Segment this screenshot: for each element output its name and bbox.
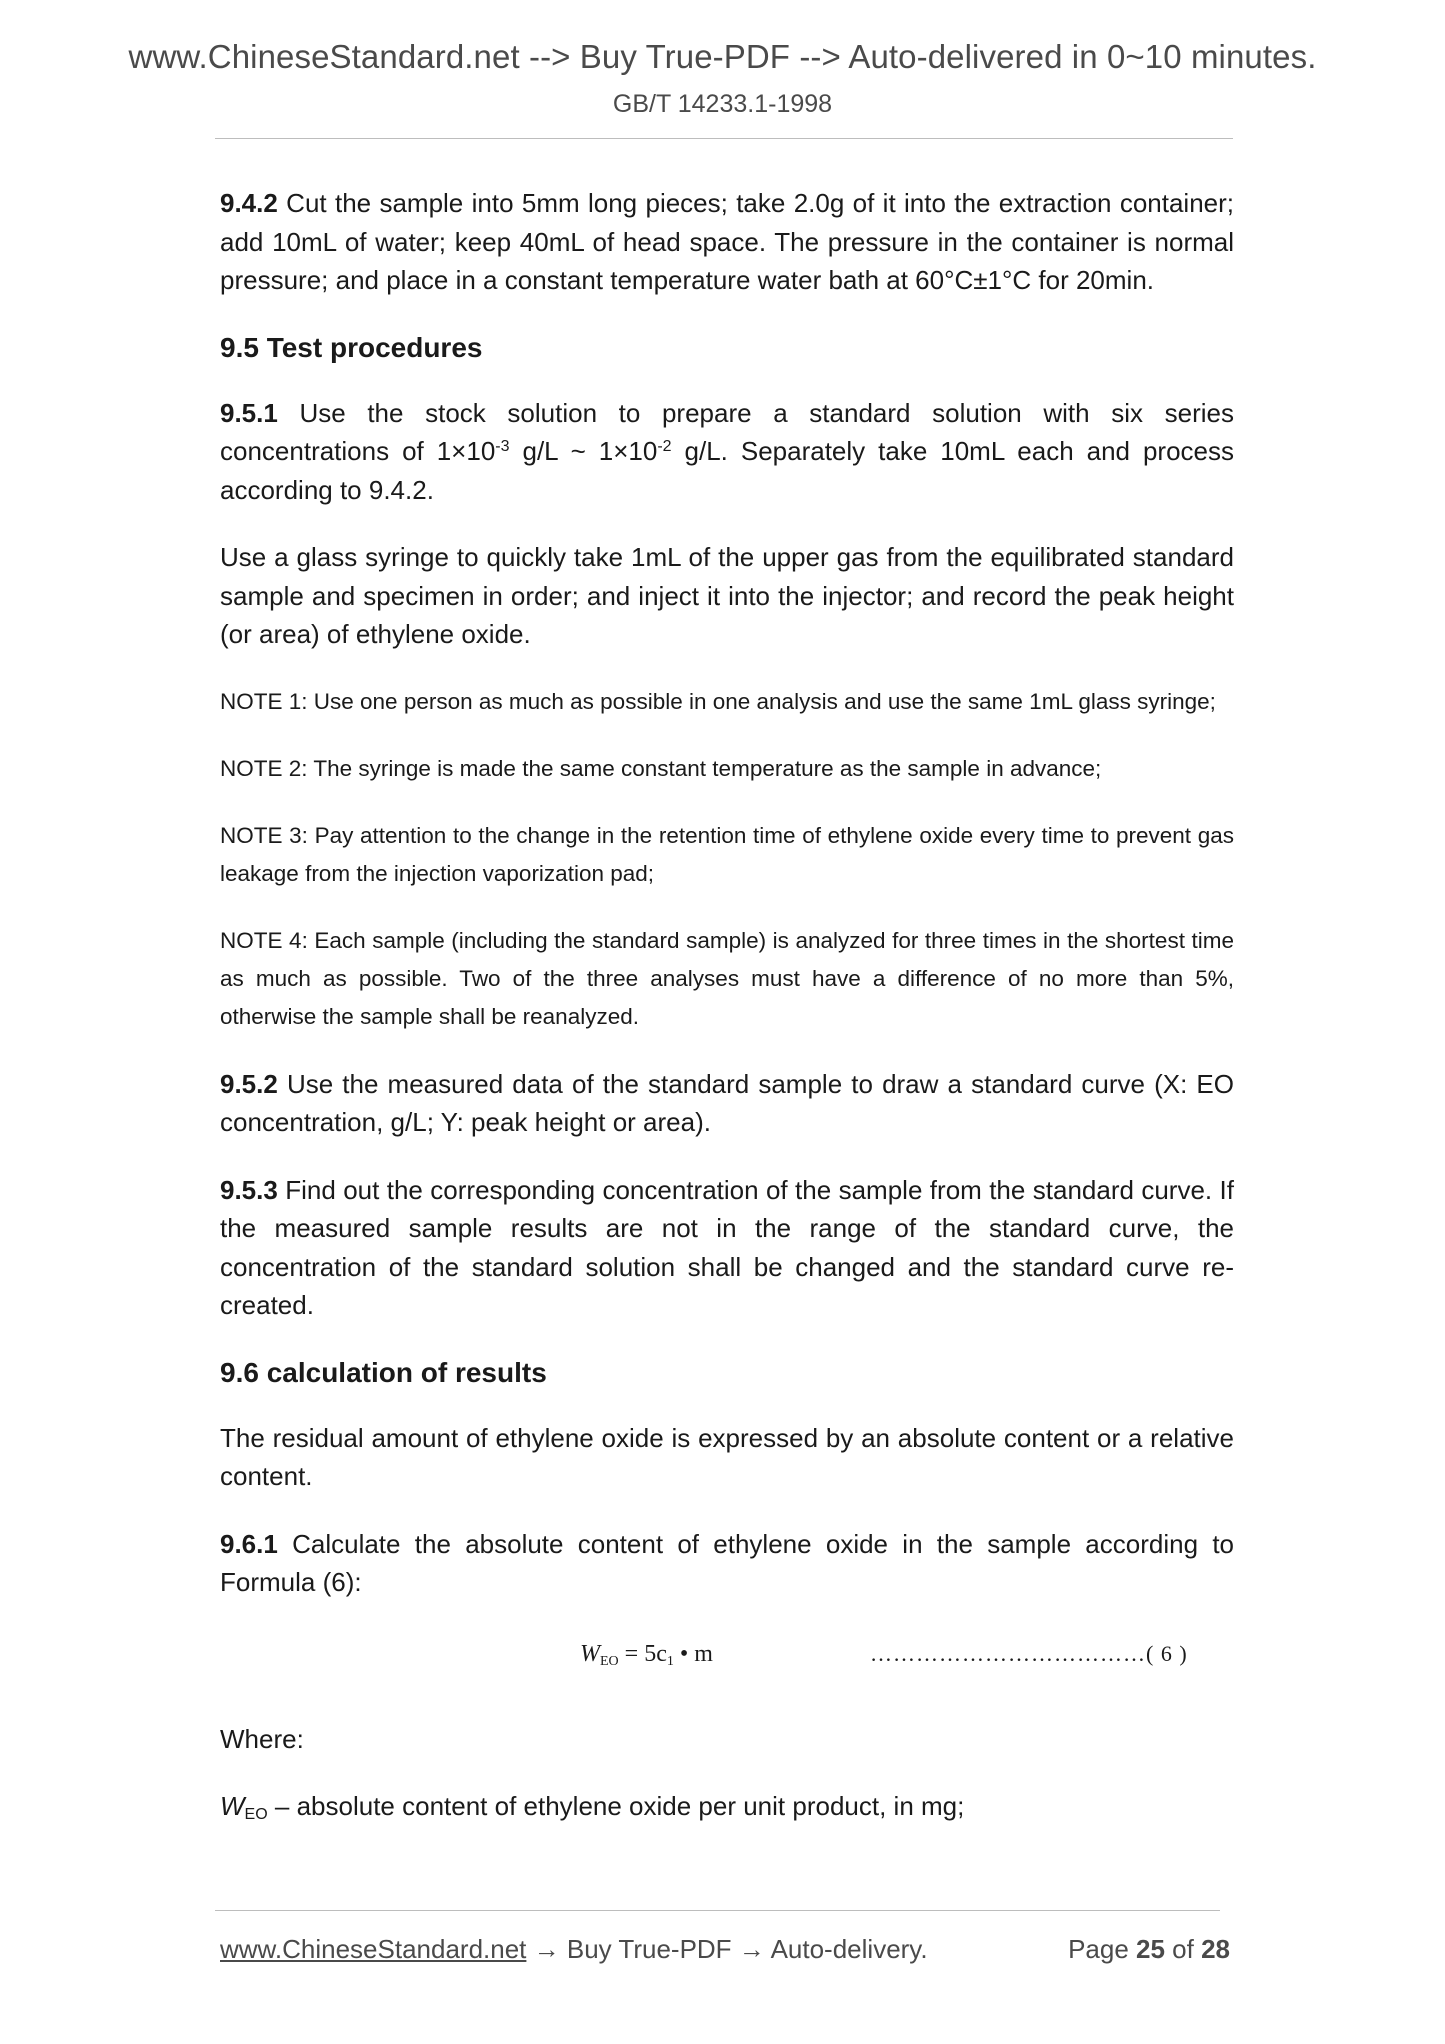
clause-9-5-3 [220, 1171, 1234, 1325]
header-divider [215, 138, 1233, 139]
header-banner: www.ChineseStandard.net --> Buy True-PDF --> Auto-delivered in 0~10 minutes. [128, 38, 1317, 75]
page-label: Page [1068, 1934, 1137, 1964]
formula-6 [220, 1631, 1234, 1691]
note-4: NOTE 4: Each sample (including the standard sample) is analyzed for three times in the shortest time as much as possible. Two of the three analyses must have a difference of no more than 5%, otherwise the sample shall be reanalyzed. [220, 927, 1234, 1029]
standard-number: GB/T 14233.1-1998 [612, 90, 833, 118]
clause-text: Cut the sample into 5mm long pieces; take 2.0g of it into the extraction container; add 10mL of water; keep 40mL of head space. The pressure in the container is normal pressure; and place in a constant temperature water bath at 60°C±1°C for 20min. [220, 188, 1234, 295]
clause-text: g/L ~ 1×10 [509, 436, 658, 466]
of-label: of [1164, 1934, 1202, 1964]
paragraph-residual: The residual amount of ethylene oxide is expressed by an absolute content or a relative content. [220, 1422, 1234, 1491]
clause-text: Calculate the absolute content of ethylene oxide in the sample according to Formula (6): [220, 1528, 1234, 1597]
clause-9-4-2 [220, 184, 1234, 300]
page-footer [220, 1934, 1230, 1965]
note-3: NOTE 3: Pay attention to the change in the retention time of ethylene oxide every time to prevent gas leakage from the injection vaporization pad; [220, 822, 1234, 886]
clause-number: 9.5.3 [220, 1174, 278, 1205]
definition-text: – absolute content of ethylene oxide per unit product, in mg; [267, 1791, 965, 1821]
clause-number: 9.4.2 [220, 188, 278, 218]
clause-number: 9.5.1 [220, 397, 278, 428]
clause-text: Use the stock solution to prepare a standard solution with six series concentrations of 1×10 [220, 397, 1234, 466]
symbol: W [220, 1791, 245, 1821]
page-total: 28 [1201, 1934, 1230, 1964]
note-2: NOTE 2: The syringe is made the same constant temperature as the sample in advance; [220, 755, 1102, 781]
clause-number: 9.5.2 [220, 1068, 278, 1099]
formula-term: = 5c [618, 1640, 667, 1667]
clause-text: Use the measured data of the standard sample to draw a standard curve (X: EO concentration, g/L; Y: peak height or area). [220, 1068, 1234, 1137]
formula-symbol: W [580, 1640, 600, 1667]
document-body [220, 184, 1234, 1855]
page-indicator [1068, 1934, 1230, 1965]
footer-tagline: → Buy True-PDF → Auto-delivery. [526, 1934, 928, 1964]
exponent: -2 [657, 438, 672, 455]
formula-subscript: EO [600, 1653, 619, 1669]
page-number: 25 [1136, 1934, 1165, 1964]
section-heading-9-5: 9.5 Test procedures [220, 331, 483, 363]
note-1: NOTE 1: Use one person as much as possible in one analysis and use the same 1mL glass syringe; [220, 688, 1216, 714]
clause-9-5-1 [220, 394, 1234, 510]
symbol-subscript: EO [244, 1806, 268, 1823]
formula-term: • m [673, 1640, 713, 1667]
clause-text: g/L. Separately take 10mL each and process according to 9.4.2. [220, 436, 1235, 505]
clause-number: 9.6.1 [220, 1528, 278, 1559]
formula-subscript: 1 [666, 1653, 674, 1669]
clause-9-6-1 [220, 1525, 1234, 1602]
section-heading-9-6: 9.6 calculation of results [220, 1356, 547, 1388]
where-label: Where: [220, 1723, 304, 1754]
footer-divider [215, 1910, 1220, 1911]
clause-text: Find out the corresponding concentration of the sample from the standard curve. If the measured sample results are not in the range of the standard curve, the concentration of the standard solution shall be changed and the standard curve re-created. [220, 1174, 1234, 1320]
clause-9-5-2 [220, 1065, 1234, 1142]
formula-number: ………………………………( 6 ) [870, 1640, 1188, 1666]
footer-site-link[interactable]: www.ChineseStandard.net [220, 1934, 527, 1964]
exponent: -3 [495, 438, 510, 455]
definition-w-eo [220, 1787, 1234, 1826]
paragraph-syringe: Use a glass syringe to quickly take 1mL of the upper gas from the equilibrated standard sample and specimen in order; and inject it into the injector; and record the peak height (or area) of ethylene oxide. [220, 542, 1234, 649]
formula-expression [580, 1641, 713, 1670]
